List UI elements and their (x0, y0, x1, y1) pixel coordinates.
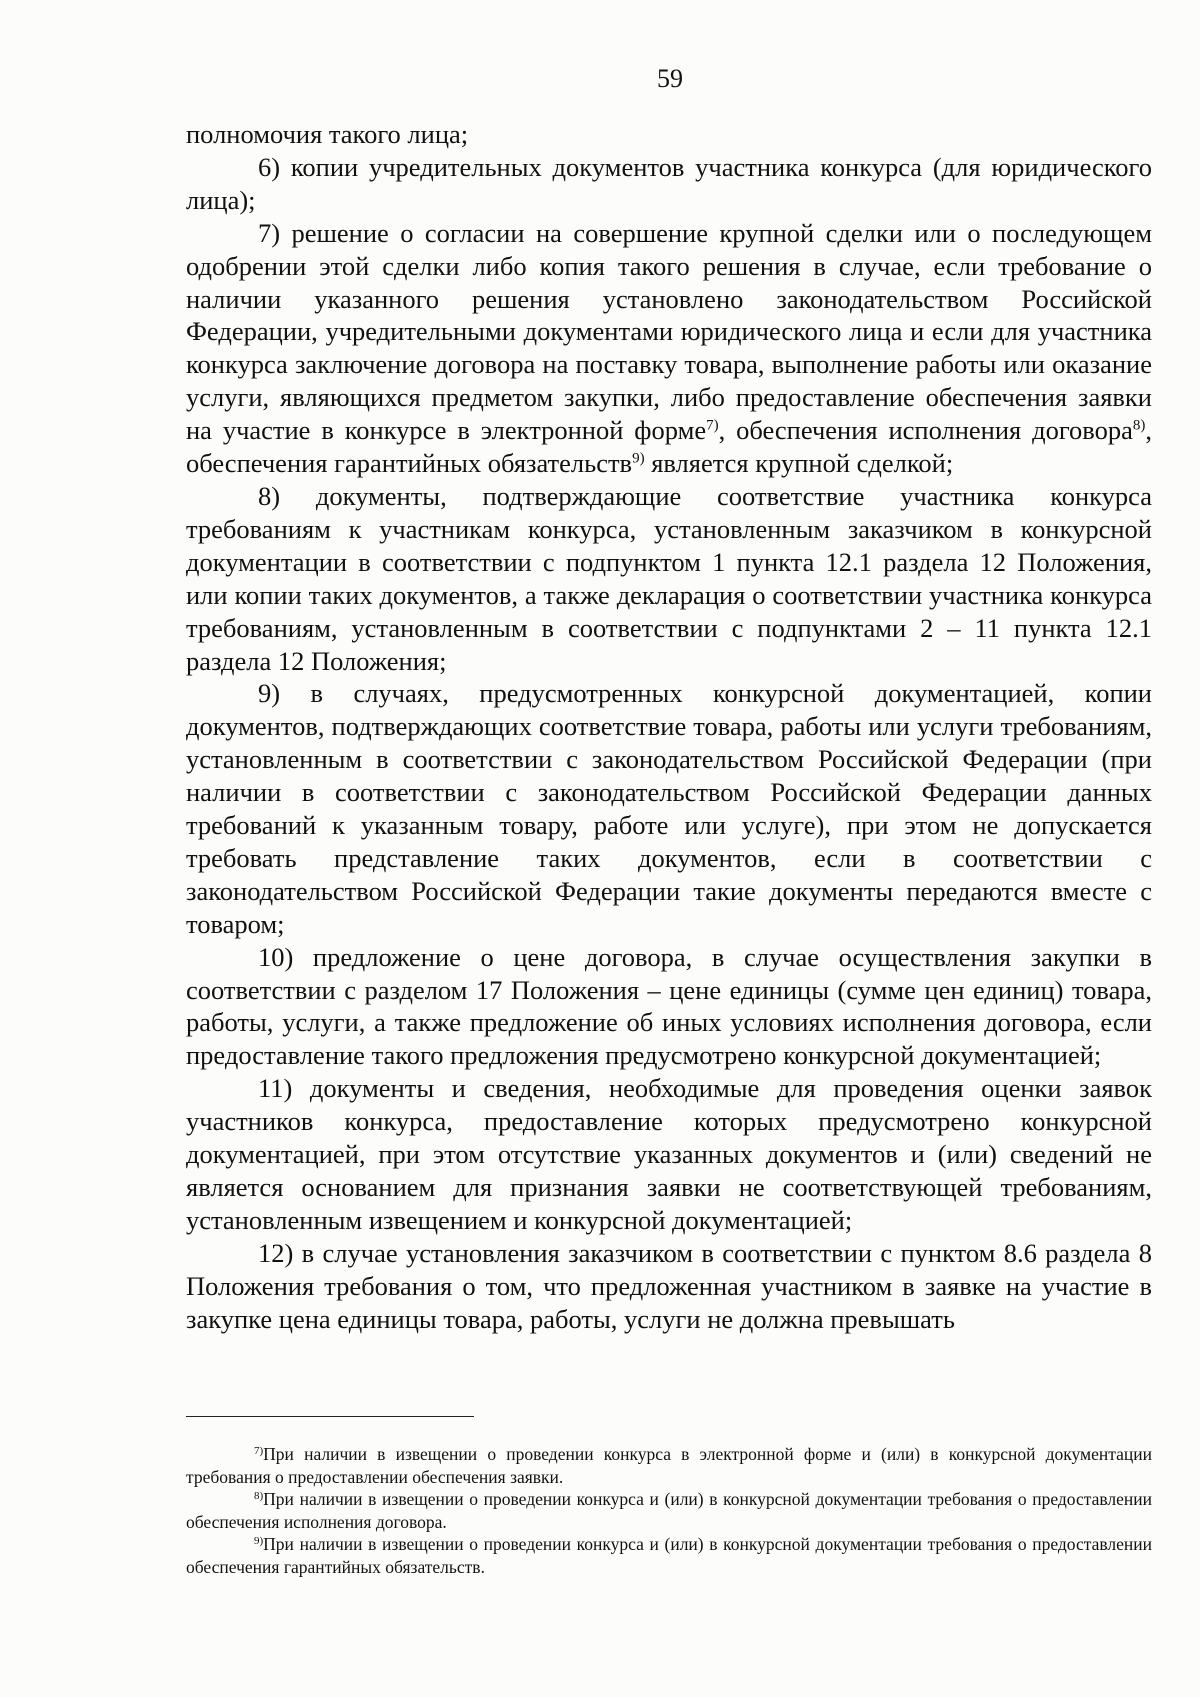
footnote-mark: 9) (254, 1534, 264, 1547)
footnote-mark: 8) (254, 1489, 264, 1502)
footnote-ref-9: 9) (632, 450, 645, 467)
list-item-7 (186, 217, 1152, 480)
footnotes (186, 1443, 1152, 1578)
list-item-8: 8) документы, подтверждающие соответствие участника конкурса требованиям к участникам конкурса, установленным заказчиком в конкурсной документации в соответствии с подпунктом 1 пункта 12.1 раздела 12 Положения, или копии таких документов, а также декларация о соответствии участника конкурса требованиям, установленным в соответствии с подпунктами 2 – 11 пункта 12.1 раздела 12 Положения; (186, 480, 1152, 676)
footnote-separator (186, 1416, 474, 1417)
paragraph-continuation: полномочия такого лица; (186, 119, 469, 149)
footnote-8 (186, 1488, 1152, 1533)
list-item-9: 9) в случаях, предусмотренных конкурсной документацией, копии документов, подтверждающих соответствие товара, работы или услуги требованиям, установленным в соответствии с законодательством Российской Федерации (при наличии в соответствии с законодательством Российской Федерации данных требований к указанным товару, работе или услуге), при этом не допускается требовать представление таких документов, если в соответствии с законодательством Российской Федерации такие документы передаются вместе с товаром; (186, 678, 1152, 939)
footnote-text: При наличии в извещении о проведении конкурса в электронной форме и (или) в конкурсной документации требования о предоставлении обеспечения заявки. (186, 1444, 1152, 1487)
list-item-10: 10) предложение о цене договора, в случае осуществления закупки в соответствии с разделом 17 Положения – цене единицы (сумме цен единиц) товара, работы, услуги, а также предложение об иных условиях исполнения договора, если предоставление такого предложения предусмотрено конкурсной документацией; (186, 941, 1152, 1071)
footnote-text: При наличии в извещении о проведении конкурса и (или) в конкурсной документации требования о предоставлении обеспечения исполнения договора. (186, 1489, 1152, 1532)
footnote-ref-7: 7) (706, 417, 719, 434)
footnote-ref-8: 8) (1132, 417, 1146, 434)
list-item-7-text-3: , обеспечения гарантийных обязательств (186, 415, 1153, 479)
list-item-7-text: 7) решение о согласии на совершение крупной сделки или о последующем одобрении этой сделки либо копия такого решения в случае, если требование о наличии указанного решения установлено законодательством Российской Федерации, учредительными документами юридического лица и если для участника конкурса заключение договора на поставку товара, выполнение работы или оказание услуги, являющихся предметом закупки, либо предоставление обеспечения заявки на участие в конкурсе в электронной (186, 217, 1152, 446)
footnote-9 (186, 1533, 1152, 1578)
list-item-7-word-forme: форме (634, 415, 707, 446)
main-text (186, 118, 1152, 1336)
list-item-6: 6) копии учредительных документов участника конкурса (для юридического лица); (186, 151, 1152, 215)
footnote-mark: 7) (254, 1444, 264, 1457)
list-item-7-text-2: , обеспечения исполнения договора (718, 415, 1133, 446)
list-item-7-text-4: является крупной сделкой; (644, 448, 954, 479)
list-item-11: 11) документы и сведения, необходимые для проведения оценки заявок участников конкурса, предоставление которых предусмотрено конкурсной документацией, при этом отсутствие указанных документов и (или) сведений не является основанием для признания заявки не соответствующей требованиям, установленным извещением и конкурсной документацией; (186, 1073, 1152, 1235)
page-number: 59 (657, 64, 683, 93)
footnote-7 (186, 1443, 1152, 1488)
list-item-12: 12) в случае установления заказчиком в соответствии с пунктом 8.6 раздела 8 Положения требования о том, что предложенная участником в заявке на участие в закупке цена единицы товара, работы, услуги не должна превышать (186, 1237, 1152, 1334)
footnote-text: При наличии в извещении о проведении конкурса и (или) в конкурсной документации требования о предоставлении обеспечения гарантийных обязательств. (186, 1534, 1152, 1577)
